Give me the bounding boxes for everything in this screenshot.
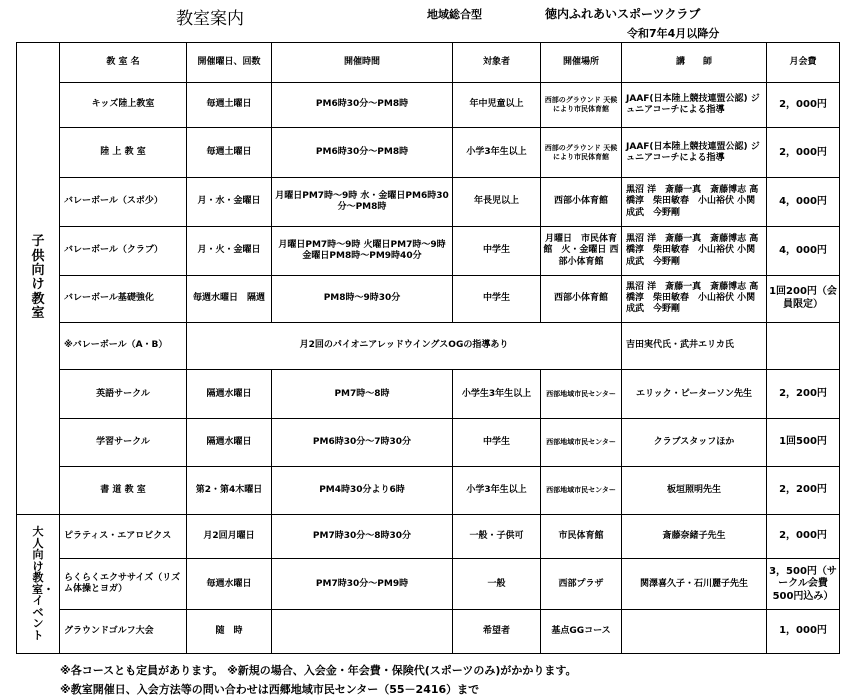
class-time: 月曜日PM7時～9時 火曜日PM7時～9時 金曜日PM8時～PM9時40分 [272, 226, 453, 275]
class-target: 一般・子供可 [453, 514, 541, 559]
class-place: 西部のグラウンド 天候により市民体育館 [541, 128, 622, 178]
class-name: ピラティス・エアロビクス [60, 514, 187, 559]
class-place: 西部地域市民センター [541, 466, 622, 514]
table-row [17, 370, 840, 419]
class-instructor: JAAF(日本陸上競技連盟公認) ジュニアコーチによる指導 [622, 82, 767, 128]
class-place: 西部プラザ [541, 559, 622, 610]
class-place: 西部地域市民センター [541, 419, 622, 467]
class-target: 小学3年生以上 [453, 128, 541, 178]
col-fee-header: 月会費 [767, 43, 840, 83]
header-row [17, 43, 840, 83]
class-time: PM4時30分より6時 [272, 466, 453, 514]
class-fee: 2，000円 [767, 82, 840, 128]
class-days: 毎週土曜日 [187, 82, 272, 128]
class-instructor: クラブスタッフほか [622, 419, 767, 467]
table-row [17, 466, 840, 514]
class-time: PM7時30分～PM9時 [272, 559, 453, 610]
category-adult: 大人向け教室・イベント [17, 514, 60, 653]
table-row [17, 322, 840, 370]
table-row [17, 178, 840, 227]
schedule-table [16, 42, 840, 654]
col-days-header: 開催曜日、回数 [187, 43, 272, 83]
class-instructor: JAAF(日本陸上競技連盟公認) ジュニアコーチによる指導 [622, 128, 767, 178]
class-target: 年長児以上 [453, 178, 541, 227]
class-fee: 1回500円 [767, 419, 840, 467]
class-time: PM7時～8時 [272, 370, 453, 419]
class-instructor: エリック・ピーターソン先生 [622, 370, 767, 419]
class-instructor: 吉田実代氏・武井エリカ氏 [622, 322, 767, 370]
class-place: 市民体育館 [541, 514, 622, 559]
class-fee: 2，200円 [767, 466, 840, 514]
class-days: 月2回月曜日 [187, 514, 272, 559]
class-target: 小学生3年生以上 [453, 370, 541, 419]
class-target: 一般 [453, 559, 541, 610]
class-days: 随 時 [187, 610, 272, 654]
class-fee: 2，000円 [767, 514, 840, 559]
class-days: 月・水・金曜日 [187, 178, 272, 227]
class-fee: 4，000円 [767, 226, 840, 275]
footer-notes [60, 661, 577, 699]
class-instructor [622, 610, 767, 654]
class-time: PM6時30分～7時30分 [272, 419, 453, 467]
class-instructor: 板垣照明先生 [622, 466, 767, 514]
club-type: 地域総合型 [427, 8, 482, 21]
class-instructor: 黒沼 洋 斎藤一真 斎藤博志 高橋淳 柴田敏春 小山裕伏 小関成武 今野剛 [622, 178, 767, 227]
table-row [17, 82, 840, 128]
col-name-header: 教 室 名 [60, 43, 187, 83]
class-instructor: 黒沼 洋 斎藤一真 斎藤博志 高橋淳 柴田敏春 小山裕伏 小関成武 今野剛 [622, 275, 767, 322]
note-line: ※教室開催日、入会方法等の問い合わせは西郷地域市民センター（55－2416）まで [60, 683, 480, 696]
class-name: バレーボール基礎強化 [60, 275, 187, 322]
class-days: 月・火・金曜日 [187, 226, 272, 275]
class-name: 学習サークル [60, 419, 187, 467]
class-name: バレーボール（スポ少） [60, 178, 187, 227]
table-row [17, 419, 840, 467]
class-name: 英語サークル [60, 370, 187, 419]
col-target-header: 対象者 [453, 43, 541, 83]
class-fee: 1，000円 [767, 610, 840, 654]
class-fee [767, 322, 840, 370]
class-fee: 2，000円 [767, 128, 840, 178]
class-place: 西部小体育館 [541, 178, 622, 227]
class-name: ※バレーボール（A・B） [60, 322, 187, 370]
class-place: 月曜日 市民体育館 火・金曜日 西部小体育館 [541, 226, 622, 275]
effective-date: 令和7年4月以降分 [627, 27, 720, 40]
class-days: 毎週水曜日 隔週 [187, 275, 272, 322]
class-time: PM7時30分～8時30分 [272, 514, 453, 559]
class-name: 書 道 教 室 [60, 466, 187, 514]
class-days: 隔週水曜日 [187, 370, 272, 419]
class-note: 月2回のパイオニアレッドウイングスOGの指導あり [187, 322, 622, 370]
class-target: 中学生 [453, 419, 541, 467]
club-name: 徳内ふれあいスポーツクラブ [545, 7, 701, 21]
class-instructor: 斎藤奈緒子先生 [622, 514, 767, 559]
class-target: 中学生 [453, 226, 541, 275]
class-target: 年中児童以上 [453, 82, 541, 128]
class-days: 第2・第4木曜日 [187, 466, 272, 514]
class-target: 中学生 [453, 275, 541, 322]
category-kids: 子供向け教室 [17, 43, 60, 515]
class-time [272, 610, 453, 654]
class-days: 毎週水曜日 [187, 559, 272, 610]
col-instructor-header: 講 師 [622, 43, 767, 83]
class-target: 希望者 [453, 610, 541, 654]
class-name: キッズ陸上教室 [60, 82, 187, 128]
class-name: バレーボール（クラブ） [60, 226, 187, 275]
class-name: 陸 上 教 室 [60, 128, 187, 178]
class-days: 隔週水曜日 [187, 419, 272, 467]
class-instructor: 黒沼 洋 斎藤一真 斎藤博志 高橋淳 柴田敏春 小山裕伏 小関成武 今野剛 [622, 226, 767, 275]
table-row [17, 128, 840, 178]
class-name: らくらくエクササイズ（リズム体操とヨガ） [60, 559, 187, 610]
note-line: ※各コースとも定員があります。 ※新規の場合、入会金・年会費・保険代(スポーツのみ)がかかります。 [60, 664, 577, 677]
col-time-header: 開催時間 [272, 43, 453, 83]
table-row [17, 275, 840, 322]
class-fee: 2，200円 [767, 370, 840, 419]
col-place-header: 開催場所 [541, 43, 622, 83]
table-row [17, 226, 840, 275]
class-time: PM6時30分～PM8時 [272, 82, 453, 128]
class-target: 小学3年生以上 [453, 466, 541, 514]
class-instructor: 関澤喜久子・石川麗子先生 [622, 559, 767, 610]
table-row [17, 514, 840, 559]
class-place: 西部のグラウンド 天候により市民体育館 [541, 82, 622, 128]
page-title: 教室案内 [176, 9, 244, 29]
class-time: PM6時30分～PM8時 [272, 128, 453, 178]
class-fee: 4，000円 [767, 178, 840, 227]
class-place: 西部小体育館 [541, 275, 622, 322]
class-place: 基点GGコース [541, 610, 622, 654]
class-fee: 3，500円（サークル会費500円込み） [767, 559, 840, 610]
class-name: グラウンドゴルフ大会 [60, 610, 187, 654]
table-row [17, 559, 840, 610]
class-fee: 1回200円（会員限定） [767, 275, 840, 322]
table-row [17, 610, 840, 654]
class-days: 毎週土曜日 [187, 128, 272, 178]
class-time: PM8時～9時30分 [272, 275, 453, 322]
class-time: 月曜日PM7時～9時 水・金曜日PM6時30分～PM8時 [272, 178, 453, 227]
class-place: 西部地域市民センター [541, 370, 622, 419]
